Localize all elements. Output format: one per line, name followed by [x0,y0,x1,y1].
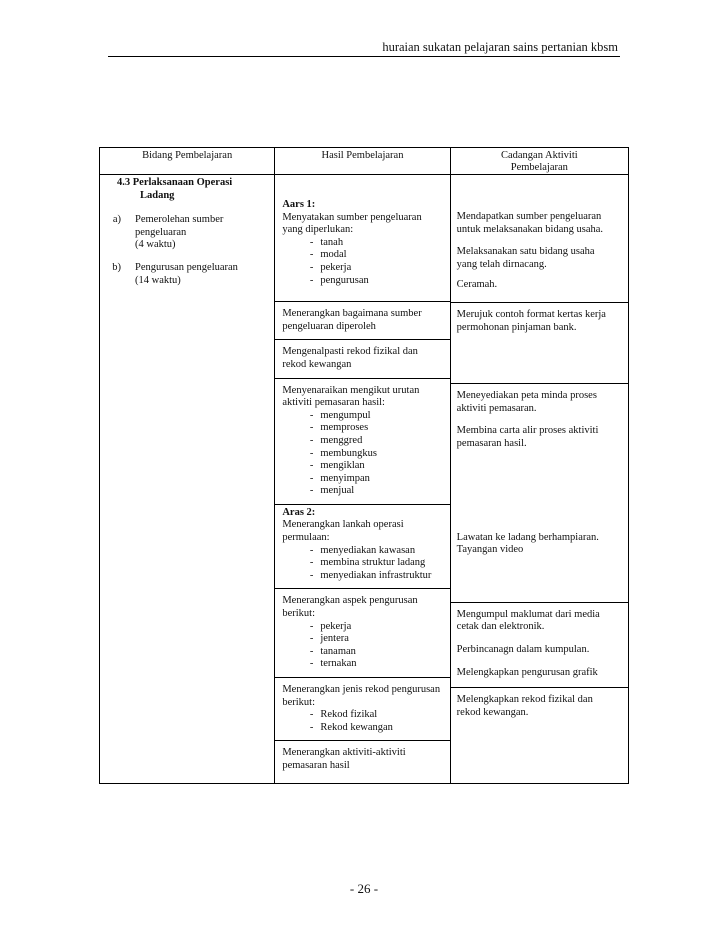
activity-item: Melengkapkan rekod fizikal dan rekod kewangan. [456,694,593,718]
activity-item: Mengumpul maklumat dari media cetak dan elektronik. [456,608,600,633]
list-item: b) Pengurusan pengeluaran (14 waktu) [112,261,238,286]
column-header-cadangan: Cadangan Aktiviti Pembelajaran [450,148,628,175]
bidang-cell [100,175,275,784]
list-item: - mengumpul [309,409,371,421]
column-header-hasil: Hasil Pembelajaran [275,148,450,175]
list-item: - Rekod kewangan [309,721,393,733]
list-item: - memproses [309,422,369,434]
table-body-row [100,175,629,505]
list-item: - menyediakan infrastruktur [309,569,432,581]
activity-item: Merujuk contoh format kertas kerja permohonan pinjaman bank. [456,308,606,333]
table-header-row [100,148,629,175]
level-1-title: Aars 1: [282,199,316,210]
list-item: - jentera [309,633,349,645]
hasil-aras1-cell: Aars 1: Menyatakan sumber pengeluaran yang diperlukan: - tanah - modal - pekerja - pengurusan Menerangkan bagaimana sumber pengeluaran diperoleh Mengenalpasti rekod fizikal dan rekod kewangan Menyenaraikan mengikut urutan aktiviti pemasaran hasil: - mengumpul - memproses - menggred - membungkus - mengiklan - menyimpan - menjual [275,175,450,505]
running-header [108,39,620,57]
section-title: 4.3 Perlaksanaan Operasi Ladang [117,177,233,201]
list-item: - menyimpan [309,472,370,484]
curriculum-table [99,147,629,784]
activity-item: Membina carta alir proses aktiviti pemasaran hasil. [456,425,599,449]
list-item: - Rekod fizikal [309,709,378,721]
activity-item: Meneyediakan peta minda proses aktiviti pemasaran. [456,390,597,414]
cadangan-cell [450,175,628,784]
list-item: - menyediakan kawasan [309,544,416,556]
activity-item: Ceramah. [456,279,498,291]
list-item: - membina struktur ladang [309,557,426,569]
activity-item: Melaksanakan satu bidang usaha yang telah dirnacang. [456,246,595,270]
level-2-title: Aras 2: [282,506,316,518]
list-item: - pekerja [309,261,352,273]
column-header-bidang: Bidang Pembelajaran [100,148,275,175]
list-item: a) Pemerolehan sumber pengeluaran (4 waktu) [112,214,224,251]
list-item: - pengurusan [309,274,369,286]
list-item: - pekerja [309,620,352,632]
header-title: huraian sukatan pelajaran sains pertanian kbsm [382,40,618,54]
hasil-aras2-cell: Aras 2: Menerangkan lankah operasi permulaan: - menyediakan kawasan - membina struktur ladang - menyediakan infrastruktur Menerangkan aspek pengurusan berikut: - pekerja - jentera - tanaman - ternakan Menerangkan jenis rekod pengurusan berikut: - Rekod fizikal - Rekod kewangan Menerangkan aktiviti-aktiviti pemasaran hasil [275,504,450,783]
list-item: - menjual [309,485,355,497]
activity-item: Lawatan ke ladang berhampiaran. Tayangan video [456,531,599,556]
list-item: - ternakan [309,658,357,670]
activity-item: Mendapatkan sumber pengeluaran untuk melaksanakan bidang usaha. [456,211,604,235]
list-item: - tanah [309,236,344,248]
activity-item: Perbincanagn dalam kumpulan. [456,643,590,655]
list-item: - menggred [309,434,363,446]
list-item: - membungkus [309,447,377,459]
list-item: - tanaman [309,645,356,657]
list-item: - mengiklan [309,460,365,472]
list-item: - modal [309,249,347,261]
page-number: - 26 - [349,881,379,896]
activity-item: Melengkapkan pengurusan grafik [456,666,598,678]
